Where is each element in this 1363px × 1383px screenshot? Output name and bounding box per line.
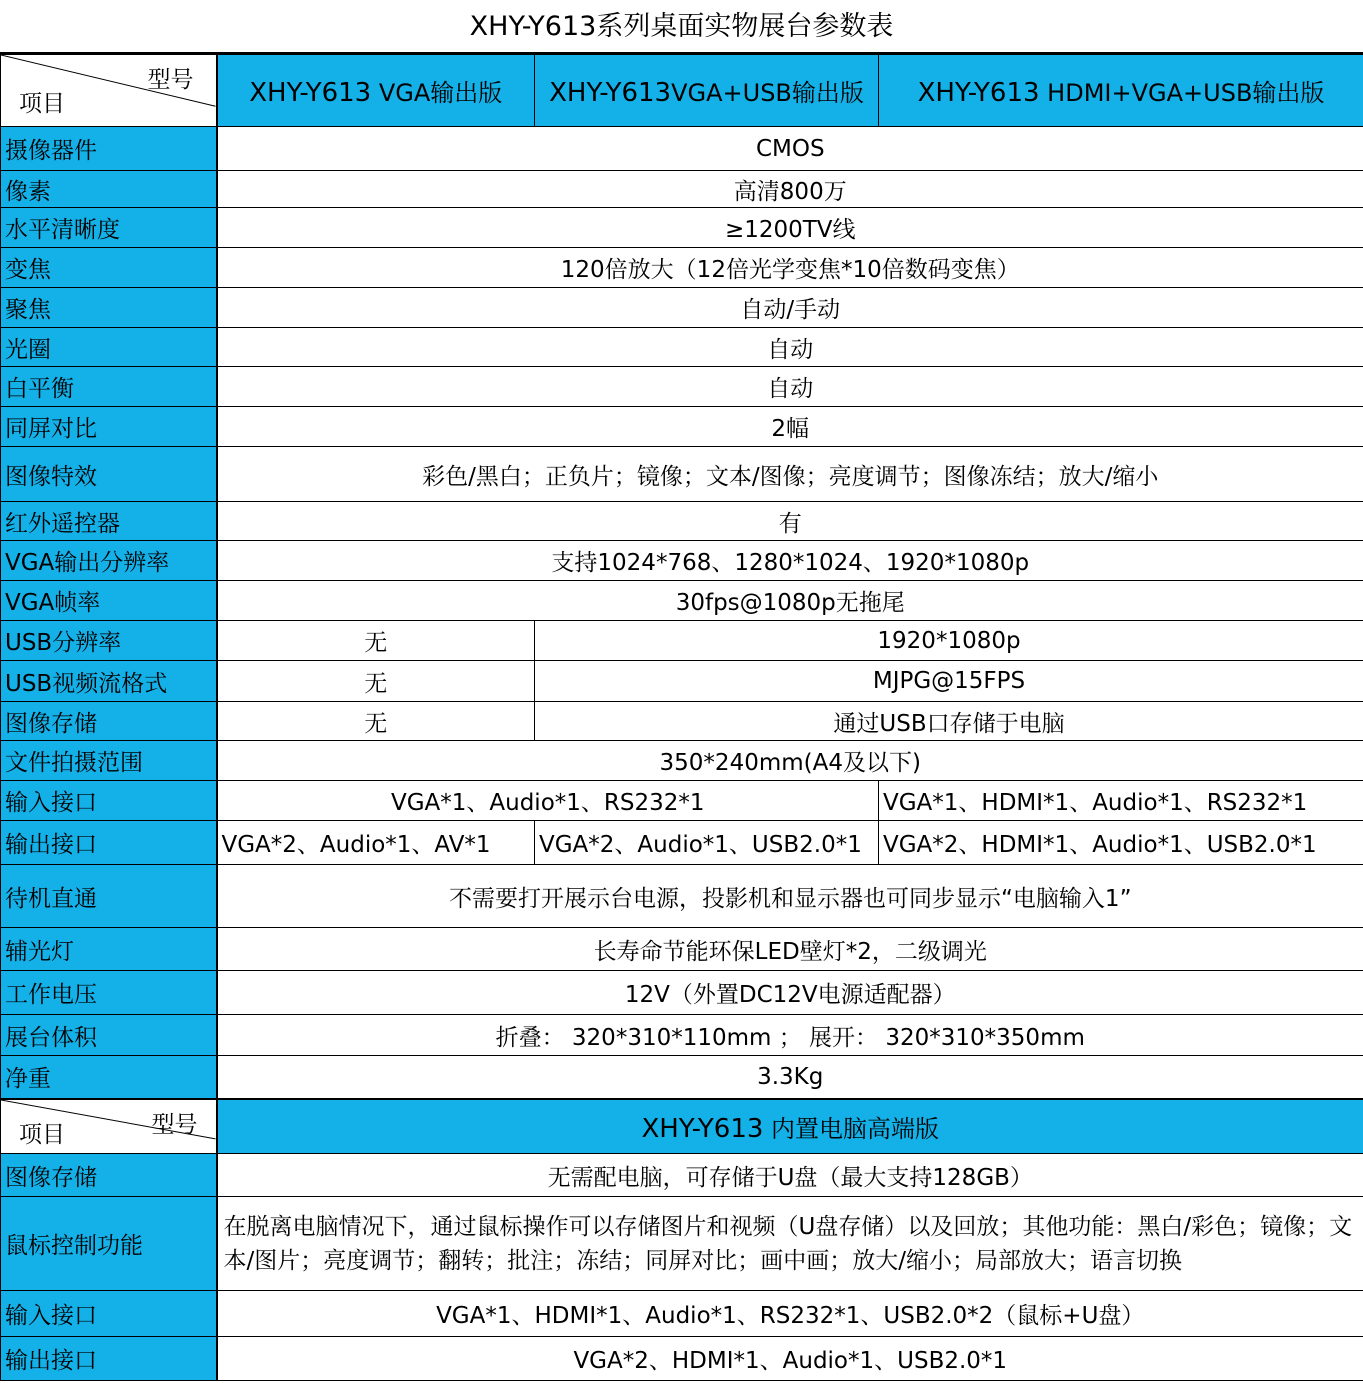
row-value: 支持1024*768、1280*1024、1920*1080p xyxy=(217,541,1363,581)
row-label: 白平衡 xyxy=(1,367,217,407)
row-value: ≥1200TV线 xyxy=(217,208,1363,248)
row-input-ports xyxy=(1,781,1363,821)
model-header-builtin-pc: XHY-Y613 内置电脑高端版 xyxy=(217,1099,1363,1154)
row-value-usb-models: 1920*1080p xyxy=(535,621,1363,661)
row-ir-remote xyxy=(1,502,1363,541)
row-label: 工作电压 xyxy=(1,971,217,1015)
header-corner xyxy=(1,55,217,127)
row-value: 350*240mm(A4及以下) xyxy=(217,741,1363,781)
row-zoom xyxy=(1,248,1363,288)
row-value: 无需配电脑，可存储于U盘（最大支持128GB） xyxy=(217,1154,1363,1197)
row-value: 2幅 xyxy=(217,407,1363,447)
row-value-model-3: VGA*2、HDMI*1、Audio*1、USB2.0*1 xyxy=(879,821,1363,865)
row-value: 自动/手动 xyxy=(217,288,1363,328)
row-split-compare xyxy=(1,407,1363,447)
row-value-model-3: VGA*1、HDMI*1、Audio*1、RS232*1 xyxy=(879,781,1363,821)
row-focus xyxy=(1,288,1363,328)
row-label: 输入接口 xyxy=(1,781,217,821)
row-image-storage xyxy=(1,702,1363,741)
row-label: USB视频流格式 xyxy=(1,661,217,702)
row-label: 变焦 xyxy=(1,248,217,288)
row-sensor xyxy=(1,127,1363,171)
corner-model-label: 型号 xyxy=(147,67,194,93)
row-value: 折叠： 320*310*110mm ； 展开： 320*310*350mm xyxy=(217,1015,1363,1056)
row-label: 光圈 xyxy=(1,328,217,367)
model-header-hdmi-vga-usb: XHY-Y613 HDMI+VGA+USB输出版 xyxy=(879,55,1363,127)
row-label: 鼠标控制功能 xyxy=(1,1197,217,1291)
header-row xyxy=(1,55,1363,127)
row-value-usb-models: 通过USB口存储于电脑 xyxy=(535,702,1363,741)
corner-item-label: 项目 xyxy=(19,1122,65,1148)
row-value-models-1-2: VGA*1、Audio*1、RS232*1 xyxy=(217,781,879,821)
row-image-effects xyxy=(1,447,1363,502)
row-s2-storage xyxy=(1,1154,1363,1197)
row-label: 净重 xyxy=(1,1056,217,1099)
row-label: 水平清晰度 xyxy=(1,208,217,248)
row-value: 有 xyxy=(217,502,1363,541)
row-pixels xyxy=(1,171,1363,208)
row-weight xyxy=(1,1056,1363,1099)
row-volume xyxy=(1,1015,1363,1056)
row-value: 30fps@1080p无拖尾 xyxy=(217,581,1363,621)
row-s2-mouse xyxy=(1,1197,1363,1291)
row-value: CMOS xyxy=(217,127,1363,171)
row-standby xyxy=(1,865,1363,928)
corner-model-label: 型号 xyxy=(151,1111,198,1138)
row-label: 输出接口 xyxy=(1,821,217,865)
row-value: 自动 xyxy=(217,367,1363,407)
section2-corner xyxy=(1,1099,217,1154)
row-white-balance xyxy=(1,367,1363,407)
row-aperture xyxy=(1,328,1363,367)
row-usb-resolution xyxy=(1,621,1363,661)
row-label: 输入接口 xyxy=(1,1291,217,1337)
row-value: 120倍放大（12倍光学变焦*10倍数码变焦） xyxy=(217,248,1363,288)
row-label: 图像存储 xyxy=(1,702,217,741)
row-s2-output xyxy=(1,1337,1363,1381)
row-label: 文件拍摄范围 xyxy=(1,741,217,781)
row-value: 12V（外置DC12V电源适配器） xyxy=(217,971,1363,1015)
model-header-vga-usb: XHY-Y613VGA+USB输出版 xyxy=(535,55,879,127)
row-value-vga-model: 无 xyxy=(217,702,535,741)
row-value: 彩色/黑白；正负片；镜像；文本/图像；亮度调节；图像冻结；放大/缩小 xyxy=(217,447,1363,502)
row-vga-resolution xyxy=(1,541,1363,581)
section2-header-row xyxy=(1,1099,1363,1154)
row-value: VGA*1、HDMI*1、Audio*1、RS232*1、USB2.0*2（鼠标+U盘） xyxy=(217,1291,1363,1337)
row-output-ports xyxy=(1,821,1363,865)
model-header-vga: XHY-Y613 VGA输出版 xyxy=(217,55,535,127)
row-value: 3.3Kg xyxy=(217,1056,1363,1099)
row-value-model-2: VGA*2、Audio*1、USB2.0*1 xyxy=(535,821,879,865)
row-usb-format xyxy=(1,661,1363,702)
row-label: VGA帧率 xyxy=(1,581,217,621)
row-value-model-1: VGA*2、Audio*1、AV*1 xyxy=(217,821,535,865)
row-value-usb-models: MJPG@15FPS xyxy=(535,661,1363,702)
row-label: 图像特效 xyxy=(1,447,217,502)
row-s2-input xyxy=(1,1291,1363,1337)
sheet-title: XHY-Y613系列桌面实物展台参数表 xyxy=(0,0,1363,54)
row-vga-fps xyxy=(1,581,1363,621)
spec-table xyxy=(0,54,1363,1381)
row-capture-range xyxy=(1,741,1363,781)
row-value: VGA*2、HDMI*1、Audio*1、USB2.0*1 xyxy=(217,1337,1363,1381)
row-resolution xyxy=(1,208,1363,248)
row-voltage xyxy=(1,971,1363,1015)
row-label: VGA输出分辨率 xyxy=(1,541,217,581)
corner-item-label: 项目 xyxy=(19,91,65,117)
row-label: 图像存储 xyxy=(1,1154,217,1197)
row-label: 摄像器件 xyxy=(1,127,217,171)
row-value: 自动 xyxy=(217,328,1363,367)
row-value-vga-model: 无 xyxy=(217,621,535,661)
row-label: 像素 xyxy=(1,171,217,208)
row-label: 待机直通 xyxy=(1,865,217,928)
row-light xyxy=(1,928,1363,971)
row-label: 展台体积 xyxy=(1,1015,217,1056)
row-label: 红外遥控器 xyxy=(1,502,217,541)
row-label: 同屏对比 xyxy=(1,407,217,447)
row-value: 在脱离电脑情况下，通过鼠标操作可以存储图片和视频（U盘存储）以及回放；其他功能：黑白/彩色；镜像；文本/图片；亮度调节；翻转；批注；冻结；同屏对比；画中画；放大/缩小；局部放大；语言切换 xyxy=(217,1197,1363,1291)
row-label: 辅光灯 xyxy=(1,928,217,971)
row-value: 不需要打开展示台电源，投影机和显示器也可同步显示“电脑输入1” xyxy=(217,865,1363,928)
row-label: 输出接口 xyxy=(1,1337,217,1381)
row-value-vga-model: 无 xyxy=(217,661,535,702)
row-value: 长寿命节能环保LED壁灯*2，二级调光 xyxy=(217,928,1363,971)
row-value: 高清800万 xyxy=(217,171,1363,208)
row-label: USB分辨率 xyxy=(1,621,217,661)
row-label: 聚焦 xyxy=(1,288,217,328)
